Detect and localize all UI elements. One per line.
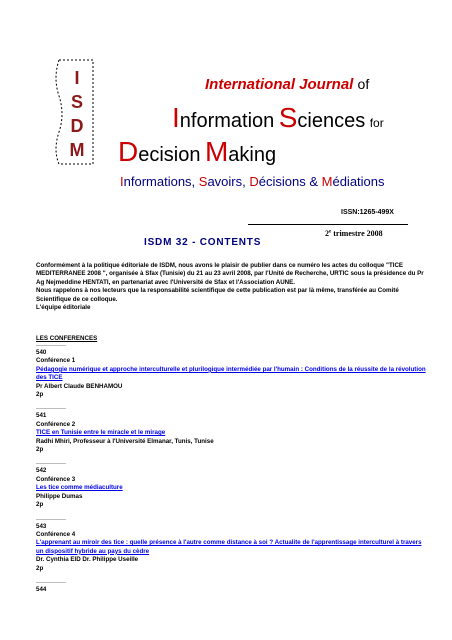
making-rest: aking [228,144,277,166]
isdm-logo [53,58,95,166]
entry-number: 543 [36,522,47,530]
trimestre-text: trimestre 2008 [331,229,383,238]
list-item [36,345,426,399]
subtitle-initial-s: S [198,174,208,189]
journal-name-line2 [172,104,384,132]
entry-title-link[interactable]: Pédagogie numérique et approche interculturelle et plurilogique intermédiée par l'humain : Conditions de la réussite de la révolution des TICE [36,365,426,382]
sciences-rest: ciences [297,110,366,132]
journal-name-line3 [118,138,276,166]
intro-paragraph: Conformément à la politique éditoriale de ISDM, nous avons le plaisir de publier dans ce numéro les actes du colloque "TICE MEDITERRANEE 2008 ", organisée à Sfax (Tunisie) du 21 au 23 avril 2008, par l'Unité de Recherche, URTIC sous la présidence du Pr Ag Nejmeddine HENTATI, en partenariat avec l'Université de Sfax et l'Association AUNE. [36,262,424,286]
section-heading: LES CONFERENCES [36,335,98,342]
sciences-initial: S [278,102,298,133]
entry-divider [36,519,66,520]
subtitle-initial-i: I [120,174,124,189]
list-item [36,408,426,454]
journal-subtitle [120,174,385,189]
information-rest: nformation [179,110,275,132]
entry-number: 541 [36,412,47,420]
entry-pages: 2p [36,501,44,509]
editorial-intro [36,262,426,312]
journal-name-line1 [205,76,369,93]
entry-title-link[interactable]: Les tice comme médiaculture [36,484,123,492]
entry-label: Conférence 2 [36,420,76,428]
subtitle-decisions: écisions & [258,174,322,189]
international-journal-text: International Journal [205,76,354,93]
trimestre-number: 2 [325,229,329,238]
entry-divider [36,345,66,346]
logo-letter-m: M [69,140,85,160]
decision-rest: ecision [138,144,201,166]
subtitle-savoirs: avoirs, [207,174,250,189]
logo-letter-s: S [70,92,83,112]
list-item [36,519,426,573]
trimestre-superscript: e [329,229,332,235]
entry-divider [36,582,66,583]
entry-title-link[interactable]: TICE en Tunisie entre le miracle et le mirage [36,429,166,437]
entry-number: 540 [36,349,47,356]
intro-signature: L'équipe éditoriale [36,304,91,312]
entry-label: Conférence 3 [36,475,76,483]
header-divider [248,224,408,225]
subtitle-initial-m: M [321,174,333,189]
entry-label: Conférence 4 [36,530,76,538]
list-item [36,582,426,594]
entry-author: Dr. Cynthia EID Dr. Philippe Useille [36,556,139,564]
entry-divider [36,408,66,409]
issn-number: ISSN:1265-499X [341,209,394,216]
entry-divider [36,463,66,464]
list-item [36,463,426,509]
entry-number: 544 [36,585,47,593]
entry-number: 542 [36,467,47,475]
of-text: of [357,76,370,92]
entry-author: Philippe Dumas [36,492,83,500]
subtitle-initial-d: D [249,174,259,189]
decision-initial: D [118,136,139,167]
entry-title-link[interactable]: L'apprenant au miroir des tice : quelle présence à l'autre comme distance à soi ? Actualite de l'apprentissage interculturel à travers un dispositif hybride au pays du cèdre [36,539,422,555]
entry-pages: 2p [36,391,44,399]
logo-letter-i: I [74,68,80,88]
entry-pages: 2p [36,564,44,572]
contents-title: ISDM 32 - CONTENTS [144,237,262,248]
entry-pages: 2p [36,446,44,454]
entry-author: Radhi Mhiri, Professeur à l'Université Elmanar, Tunis, Tunise [36,437,214,445]
for-text: for [369,116,384,130]
making-initial: M [204,136,229,167]
subtitle-informations: nformations, [123,174,199,189]
subtitle-mediations: édiations [332,174,385,189]
intro-paragraph-2: Nous rappelons à nos lecteurs que la responsabilité scientifique de cette publication est par là même, transférée au Comité Scientifique de ce colloque. [36,287,399,303]
issue-period [325,229,383,238]
entry-author: Pr Albert Claude BENHAMOU [36,382,123,390]
information-initial: I [172,102,180,133]
logo-letter-d: D [70,116,84,136]
contents-list [36,345,426,594]
entry-label: Conférence 1 [36,357,76,365]
